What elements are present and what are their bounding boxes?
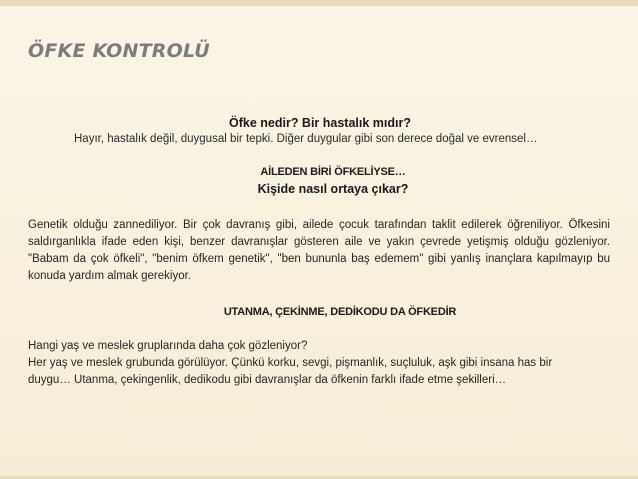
paragraph-line: Her yaş ve meslek grubunda görülüyor. Çünkü korku, sevgi, pişmanlık, suçluluk, aşk gibi insana has bir (28, 357, 553, 369)
answer-what-is-anger: Hayır, hastalık değil, duygusal bir tepki. Diğer duygular gibi son derece doğal ve evrensel… (74, 133, 538, 145)
paragraph-line: duygu… Utanma, çekingenlik, dedikodu gibi davranışlar da öfkenin farklı ifade etme şekilleri… (28, 374, 507, 386)
paragraph-age-groups (28, 338, 610, 389)
question-how-it-appears: Kişide nasıl ortaya çıkar? (257, 182, 409, 196)
paragraph-genetics: Genetik olduğu zannediliyor. Bir çok davranış gibi, ailede çocuk tarafından taklit edilerek öğreniliyor. Öfkesini saldırganlıkla ifade eden kişi, benzer davranışlar gösteren aile ve yakın çevrede yetişmiş olduğu gözleniyor. "Babam da çok öfkeli", "benim öfkem genetik", "ben bununla baş edemem" gibi yanlış inançlara kapılmayıp bu konuda yardım almak gerekiyor. (28, 219, 610, 282)
heading-family-anger: AİLEDEN BİRİ ÖFKELİYSE… (260, 166, 406, 178)
heading-shame-gossip: UTANMA, ÇEKİNME, DEDİKODU DA ÖFKEDİR (223, 306, 457, 318)
question-what-is-anger: Öfke nedir? Bir hastalık mıdır? (229, 116, 411, 130)
slide-title: ÖFKE KONTROLÜ (28, 40, 210, 62)
top-decorative-band (0, 0, 638, 6)
paragraph-line: Hangi yaş ve meslek gruplarında daha çok gözleniyor? (28, 340, 308, 352)
